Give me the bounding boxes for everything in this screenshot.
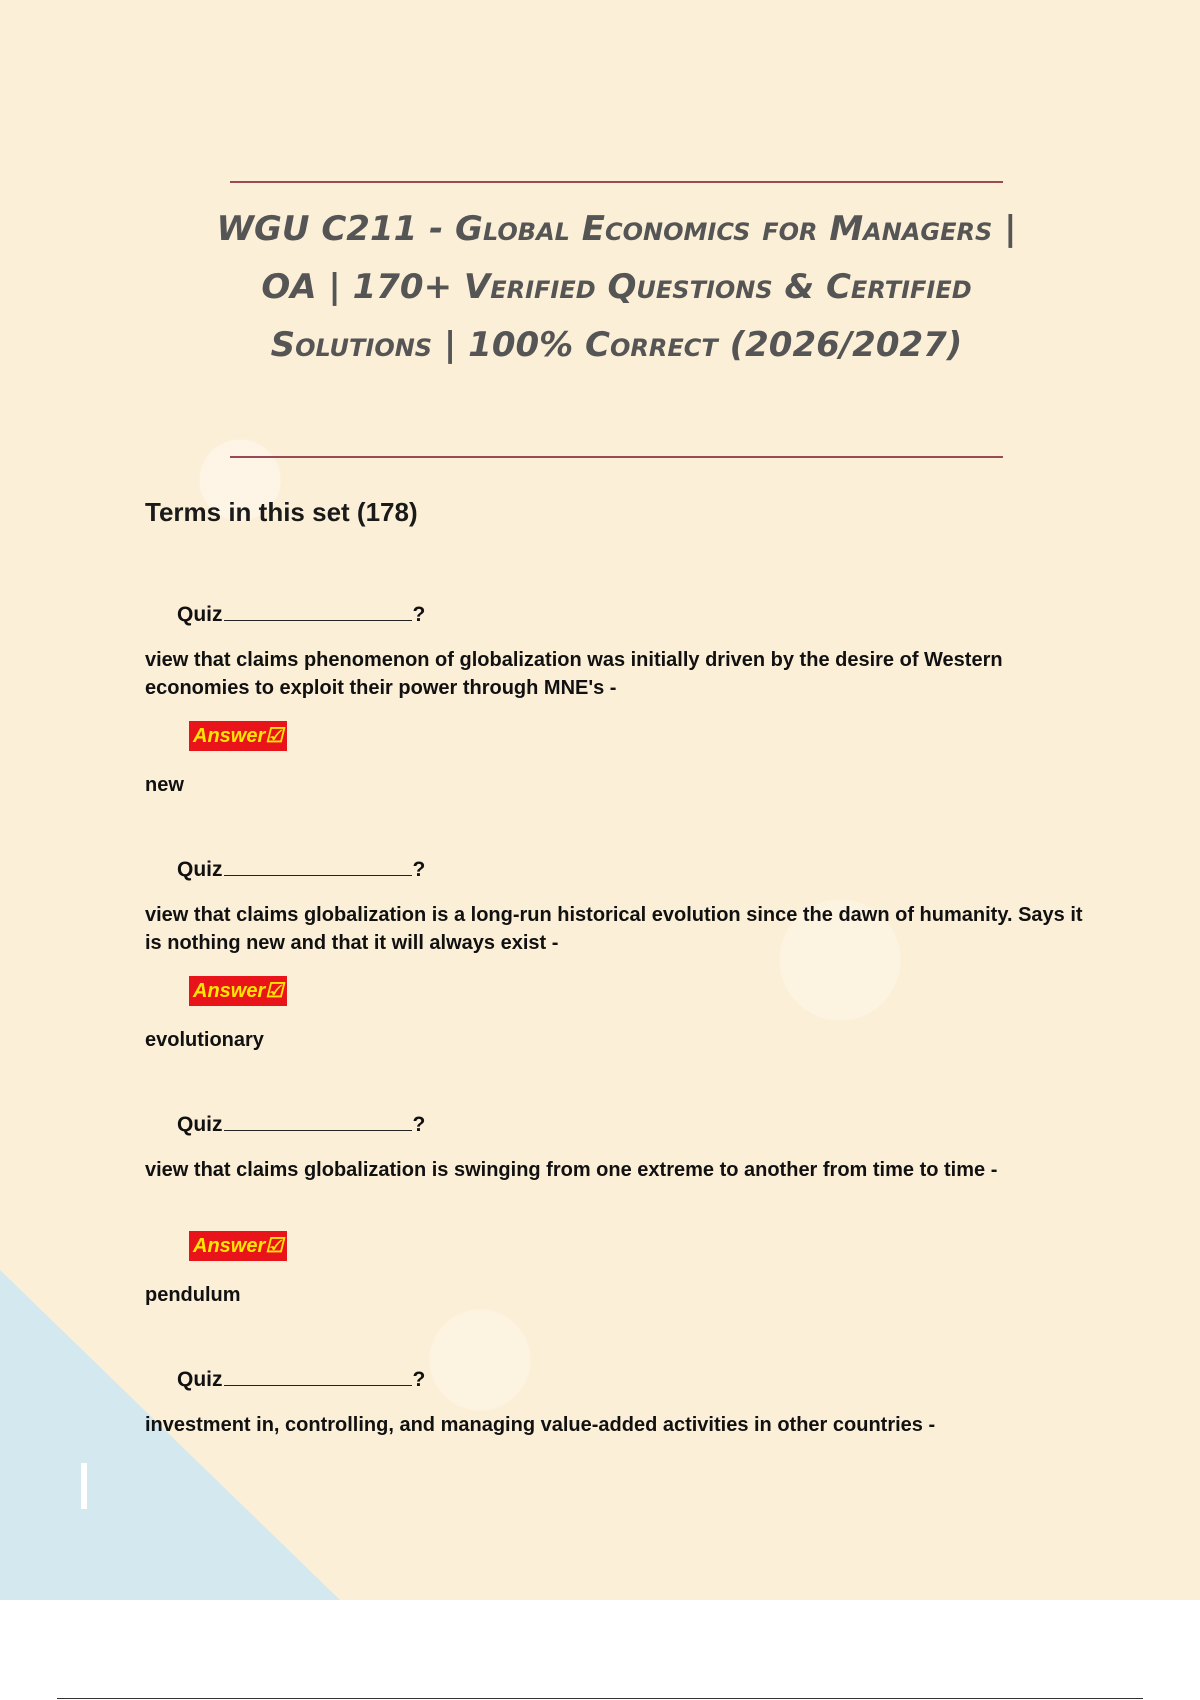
answer-text: pendulum — [145, 1284, 241, 1306]
quiz-label-suffix: ? — [412, 1368, 426, 1391]
answer-text: new — [145, 774, 184, 796]
quiz-label-prefix: Quiz — [177, 603, 223, 626]
quiz-blank-line — [224, 857, 412, 876]
quiz-label — [177, 1112, 425, 1137]
quiz-label — [177, 857, 425, 882]
quiz-label-prefix: Quiz — [177, 1368, 223, 1391]
answer-badge: Answer☑ — [189, 1231, 287, 1261]
quiz-blank-line — [224, 1112, 412, 1131]
answer-text: evolutionary — [145, 1029, 264, 1051]
footer-rule — [57, 1698, 1143, 1699]
answer-badge: Answer☑ — [189, 976, 287, 1006]
quiz-blank-line — [224, 602, 412, 621]
terms-heading: Terms in this set (178) — [145, 497, 418, 527]
quiz-label — [177, 1367, 425, 1392]
quiz-label-suffix: ? — [412, 603, 426, 626]
quiz-label-suffix: ? — [412, 858, 426, 881]
quiz-label-suffix: ? — [412, 1113, 426, 1136]
title-bottom-rule — [230, 456, 1003, 458]
question-text: view that claims globalization is a long-run historical evolution since the dawn of humanity. Says it is nothing new and that it will always exist - — [145, 904, 1083, 954]
title-top-rule — [230, 181, 1003, 183]
corner-bar-decoration — [81, 1463, 87, 1509]
question-text: view that claims globalization is swinging from one extreme to another from time to time - — [145, 1159, 998, 1181]
question-text: view that claims phenomenon of globalization was initially driven by the desire of Western economies to exploit their power through MNE's - — [145, 649, 1003, 699]
quiz-label-prefix: Quiz — [177, 858, 223, 881]
quiz-blank-line — [224, 1367, 412, 1386]
answer-badge: Answer☑ — [189, 721, 287, 751]
question-text: investment in, controlling, and managing value-added activities in other countries - — [145, 1414, 936, 1436]
document-title: WGU C211 - Global Economics for Managers | OA | 170+ Verified Questions & Certified Solutions | 100% Correct (2026/2027) — [216, 209, 1017, 365]
quiz-label-prefix: Quiz — [177, 1113, 223, 1136]
quiz-label — [177, 602, 425, 627]
